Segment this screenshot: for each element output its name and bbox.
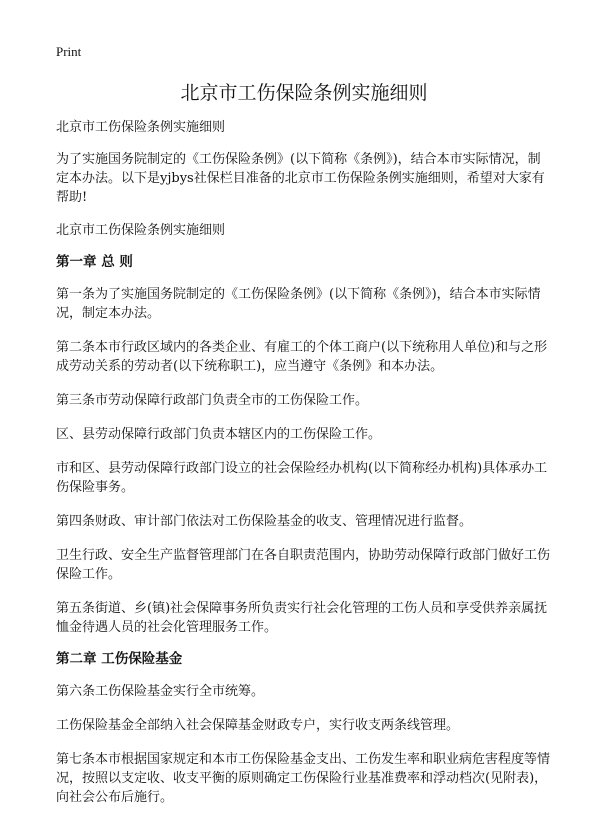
intro-paragraph: 为了实施国务院制定的《工伤保险条例》(以下简称《条例》)，结合本市实际情况，制定本办法。以下是yjbys社保栏目准备的北京市工伤保险条例实施细则，希望对大家有帮助!: [56, 152, 545, 205]
article-paragraph: 第七条本市根据国家规定和本市工伤保险基金支出、工伤发生率和职业病危害程度等情况，按照以支定收、收支平衡的原则确定工伤保险行业基准费率和浮动档次(见附表)，向社会公布后施行。: [56, 752, 551, 805]
article-paragraph: 区、县劳动保障行政部门负责本辖区内的工伤保险工作。: [56, 427, 382, 442]
print-label[interactable]: Print: [56, 44, 82, 59]
chapter-1-heading: 第一章 总 则: [56, 254, 133, 270]
chapter-2-heading: 第二章 工伤保险基金: [56, 651, 183, 667]
article-paragraph: 第三条市劳动保障行政部门负责全市的工伤保险工作。: [56, 393, 369, 408]
document-title: 北京市工伤保险条例实施细则: [180, 82, 428, 104]
article-paragraph: 第一条为了实施国务院制定的《工伤保险条例》(以下简称《条例》)，结合本市实际情况，制定本办法。: [56, 287, 541, 321]
article-paragraph: 工伤保险基金全部纳入社会保障基金财政专户，实行收支两条线管理。: [56, 718, 460, 733]
repeated-title: 北京市工伤保险条例实施细则: [56, 223, 226, 238]
article-paragraph: 第六条工伤保险基金实行全市统筹。: [56, 684, 265, 699]
article-paragraph: 市和区、县劳动保障行政部门设立的社会保险经办机构(以下简称经办机构)具体承办工伤保险事务。: [56, 461, 548, 495]
article-paragraph: 第五条街道、乡(镇)社会保障事务所负责实行社会化管理的工伤人员和享受供养亲属抚恤金待遇人员的社会化管理服务工作。: [56, 601, 548, 635]
article-paragraph: 第二条本市行政区域内的各类企业、有雇工的个体工商户(以下统称用人单位)和与之形成劳动关系的劳动者(以下统称职工)，应当遵守《条例》和本办法。: [56, 340, 548, 374]
article-paragraph: 第四条财政、审计部门依法对工伤保险基金的收支、管理情况进行监督。: [56, 514, 473, 529]
document-subtitle: 北京市工伤保险条例实施细则: [56, 120, 226, 135]
article-paragraph: 卫生行政、安全生产监督管理部门在各自职责范围内，协助劳动保障行政部门做好工伤保险工作。: [56, 548, 551, 582]
